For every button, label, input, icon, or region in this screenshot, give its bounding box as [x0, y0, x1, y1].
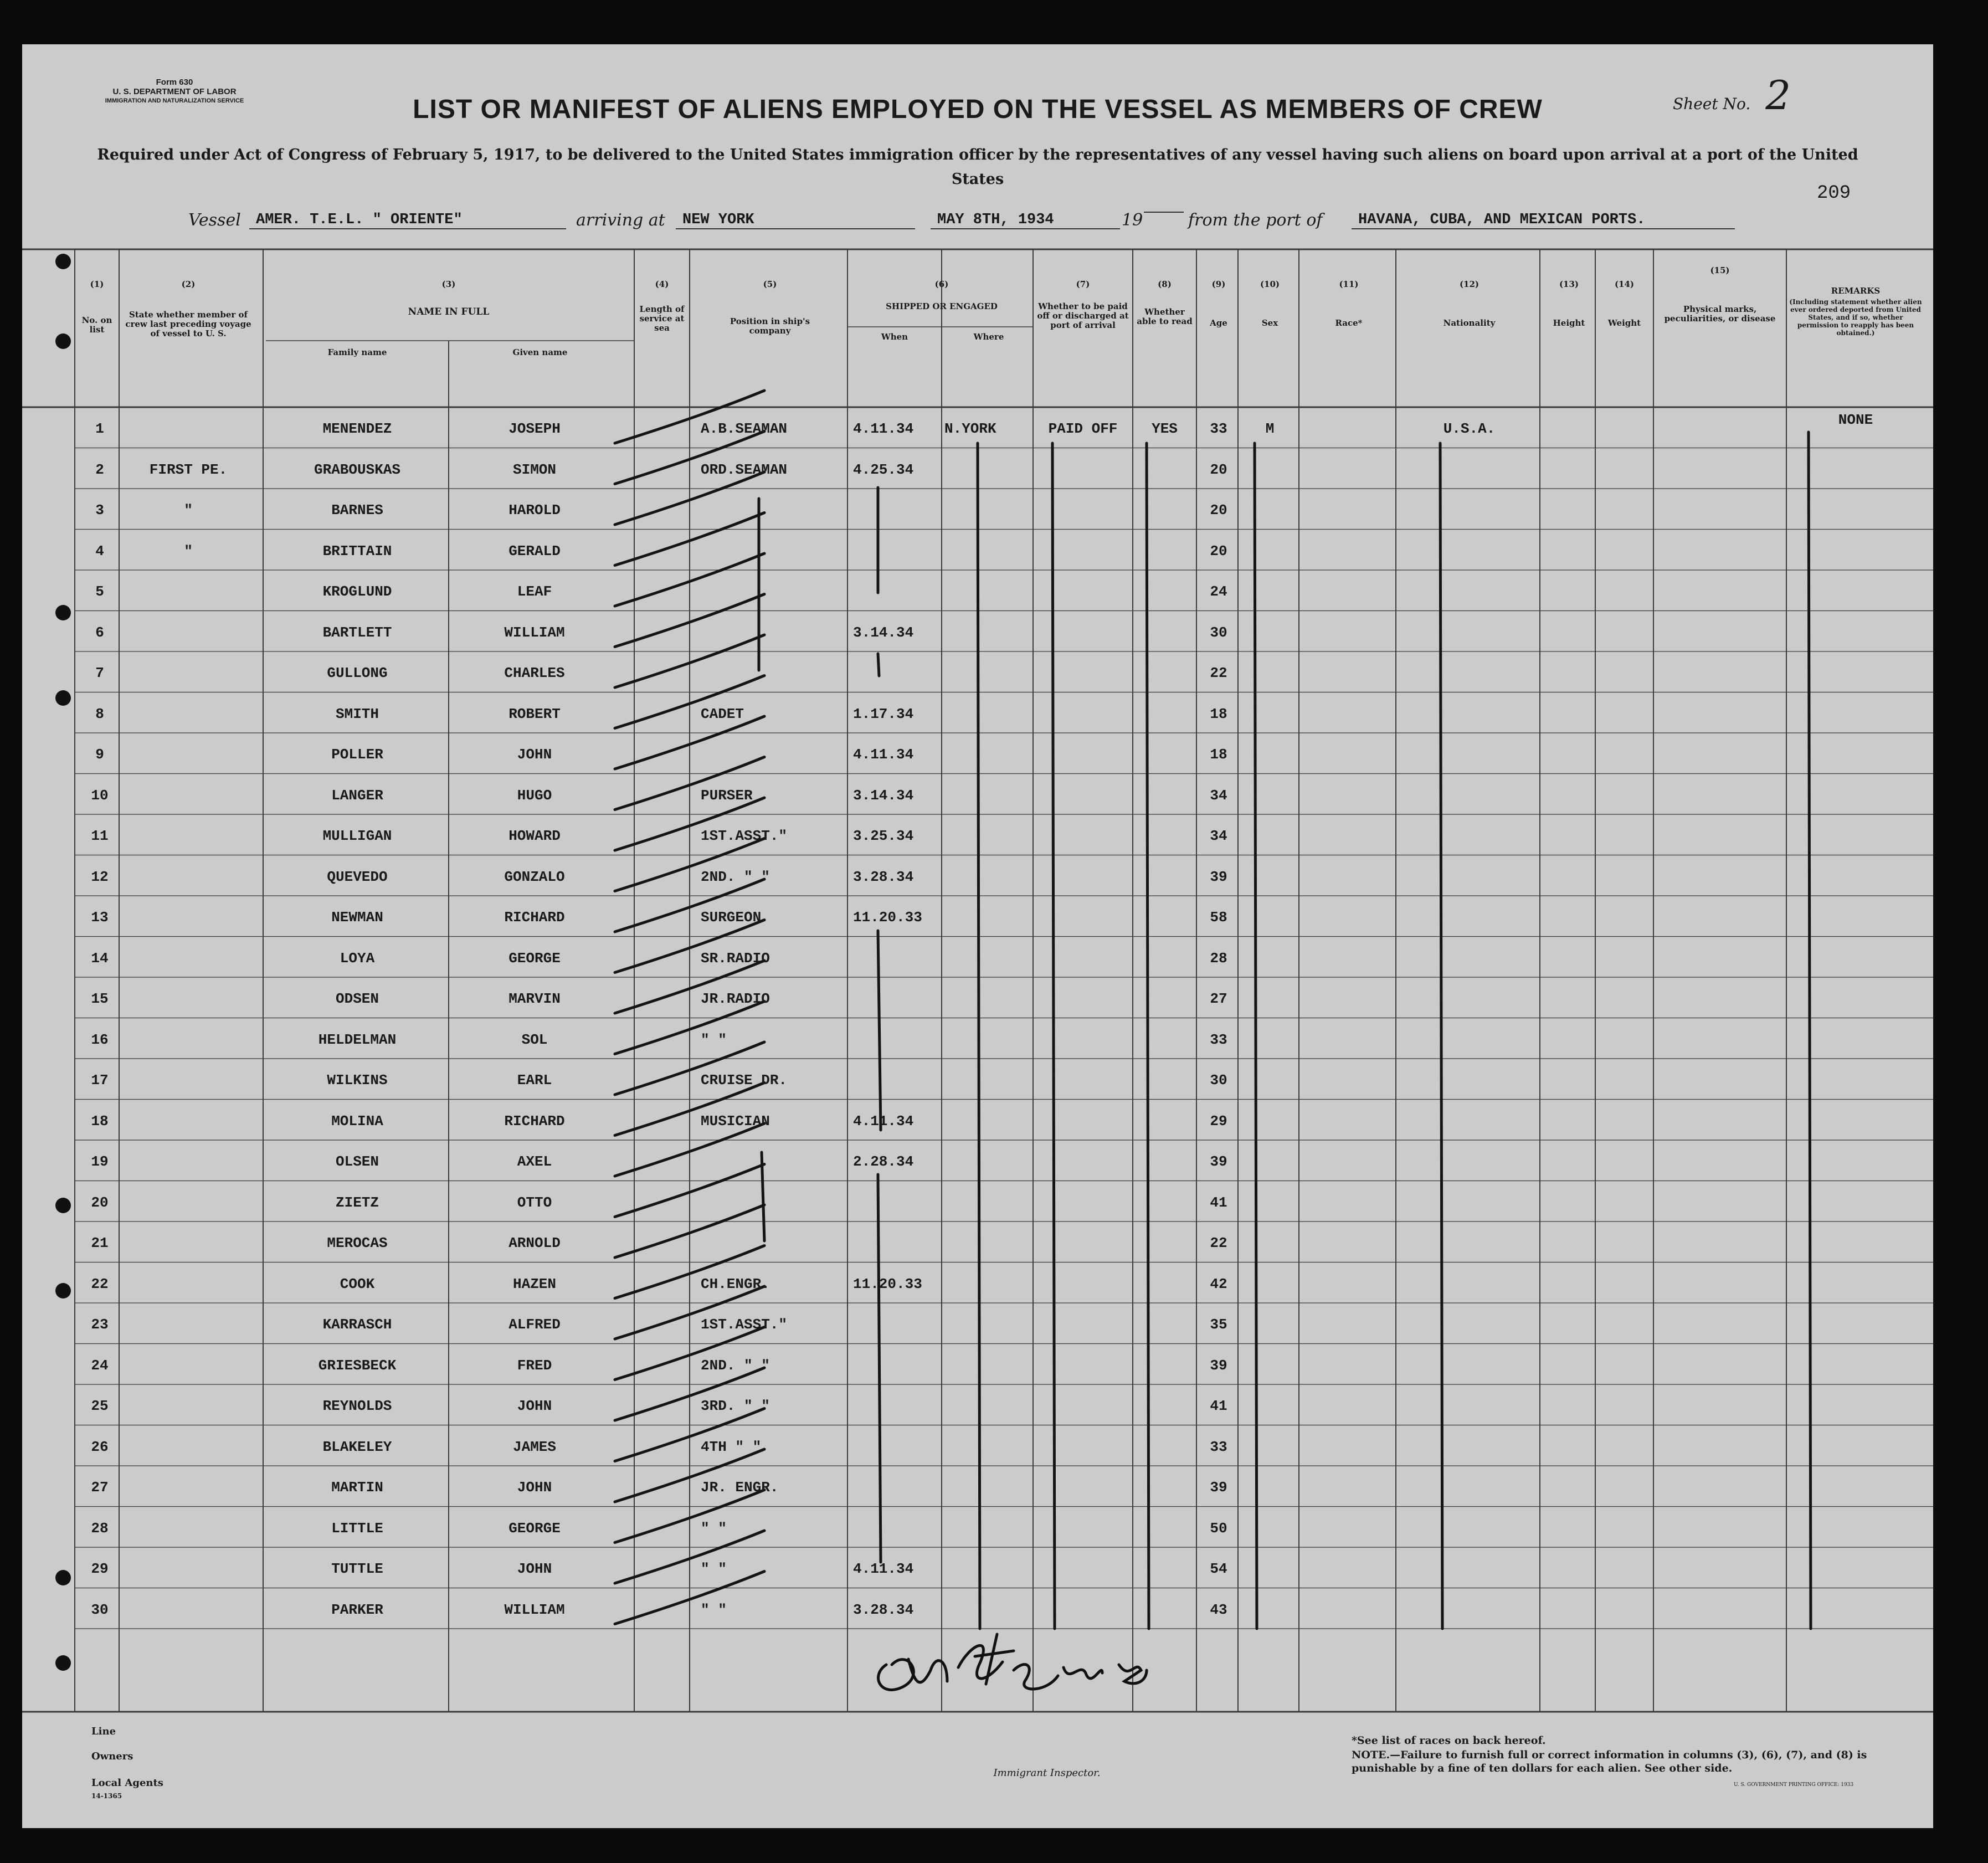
col9-header: Age — [1210, 318, 1227, 328]
given-name: JAMES — [512, 1438, 556, 1455]
family-name: KARRASCH — [322, 1316, 392, 1333]
shipped-when: 11.20.33 — [853, 909, 922, 926]
given-name: ARNOLD — [508, 1235, 561, 1251]
given-name: LEAF — [517, 583, 552, 600]
given-name: HAZEN — [512, 1275, 556, 1292]
row-number: 10 — [91, 787, 109, 804]
shipped-when: 4.11.34 — [853, 1561, 914, 1577]
age: 35 — [1210, 1316, 1227, 1333]
row-number: 27 — [91, 1479, 109, 1496]
position: 4TH " " — [701, 1438, 762, 1455]
age: 33 — [1210, 1031, 1227, 1048]
table-row — [22, 611, 1933, 652]
row-number: 12 — [91, 868, 109, 885]
col3b-header: Given name — [512, 347, 568, 357]
form-number: Form 630 — [156, 78, 193, 87]
arriving-port: NEW YORK — [676, 212, 915, 229]
family-name: MARTIN — [331, 1479, 383, 1496]
age: 20 — [1210, 461, 1227, 478]
family-name: WILKINS — [327, 1072, 388, 1089]
given-name: EARL — [517, 1072, 552, 1089]
service-name: IMMIGRATION AND NATURALIZATION SERVICE — [105, 97, 244, 104]
position: 3RD. " " — [701, 1398, 770, 1414]
col14-number: (14) — [1614, 279, 1635, 289]
col10-number: (10) — [1260, 279, 1280, 289]
age: 39 — [1210, 868, 1227, 885]
age: 33 — [1210, 420, 1227, 437]
family-name: OLSEN — [335, 1153, 379, 1170]
given-name: GERALD — [508, 542, 561, 560]
table-row — [22, 1222, 1933, 1262]
shipped-when: 3.14.34 — [853, 624, 914, 641]
age: 18 — [1210, 705, 1227, 722]
row-number: 1 — [95, 420, 104, 437]
given-name: JOHN — [517, 1479, 552, 1496]
inspector-label: Immigrant Inspector. — [993, 1767, 1101, 1779]
given-name: GONZALO — [504, 868, 565, 885]
age: 34 — [1210, 787, 1227, 804]
row-number: 25 — [91, 1398, 109, 1414]
col8-number: (8) — [1158, 279, 1172, 289]
family-name: LOYA — [340, 950, 375, 967]
family-name: QUEVEDO — [327, 868, 388, 885]
given-name: WILLIAM — [504, 624, 565, 641]
table-row — [22, 570, 1933, 611]
row-number: 15 — [91, 990, 109, 1007]
family-name: COOK — [340, 1275, 375, 1292]
position: ORD.SEAMAN — [701, 461, 788, 478]
col7-number: (7) — [1076, 279, 1090, 289]
table-row — [22, 1059, 1933, 1100]
shipped-where: N.YORK — [944, 420, 996, 437]
age: 39 — [1210, 1357, 1227, 1374]
position: MUSICIAN — [701, 1112, 770, 1130]
family-name: ZIETZ — [335, 1194, 379, 1211]
table-row — [22, 1262, 1933, 1303]
col11-header: Race* — [1335, 318, 1363, 328]
given-name: MARVIN — [508, 990, 561, 1007]
position: " " — [701, 1031, 727, 1048]
col16-header: REMARKS — [1831, 286, 1881, 296]
position: CH.ENGR. — [701, 1275, 770, 1292]
remarks: NONE — [1838, 412, 1873, 428]
table-row — [22, 814, 1933, 855]
given-name: GEORGE — [508, 1520, 561, 1537]
age: 34 — [1210, 828, 1227, 844]
sex: M — [1265, 420, 1275, 437]
table-row — [22, 692, 1933, 733]
family-name: KROGLUND — [322, 583, 392, 600]
document-subtitle: Required under Act of Congress of February 5, 1917, to be delivered to the United States immigration officer by the representatives of any vessel having such aliens on board upon arrival at a port of the United States — [97, 146, 1858, 188]
row-number: 16 — [91, 1031, 109, 1048]
table-row — [22, 1425, 1933, 1466]
table-row — [22, 1588, 1933, 1629]
age: 54 — [1210, 1561, 1227, 1577]
col3a-header: Family name — [327, 347, 387, 357]
row-number: 18 — [91, 1112, 109, 1130]
age: 39 — [1210, 1153, 1227, 1170]
col8-header: Whether able to read — [1137, 307, 1193, 326]
position: CADET — [701, 705, 744, 722]
given-name: JOHN — [517, 1398, 552, 1414]
position: A.B.SEAMAN — [701, 420, 788, 437]
age: 27 — [1210, 990, 1227, 1007]
age: 22 — [1210, 665, 1227, 681]
shipped-when: 11.20.33 — [853, 1275, 922, 1292]
shipped-when: 3.14.34 — [853, 787, 914, 804]
age: 41 — [1210, 1398, 1227, 1414]
row-number: 6 — [95, 624, 104, 641]
table-row — [22, 1303, 1933, 1344]
given-name: GEORGE — [508, 950, 561, 967]
given-name: OTTO — [517, 1194, 552, 1211]
shipped-when: 3.25.34 — [853, 828, 914, 844]
given-name: JOSEPH — [508, 420, 561, 437]
table-row — [22, 407, 1933, 448]
position: " " — [701, 1601, 727, 1618]
col5-number: (5) — [763, 279, 777, 289]
row-number: 21 — [91, 1235, 109, 1251]
row-number: 17 — [91, 1072, 109, 1089]
row-number: 19 — [91, 1153, 109, 1170]
table-row — [22, 733, 1933, 774]
family-name: GULLONG — [327, 665, 388, 681]
given-name: ALFRED — [508, 1316, 561, 1333]
position: 2ND. " " — [701, 1357, 770, 1374]
penalty-note: NOTE.—Failure to furnish full or correct information in columns (3), (6), (7), and (8) is punishable by a fine of ten dollars for each alien. See other side. — [1352, 1749, 1867, 1774]
table-row — [22, 1100, 1933, 1141]
shipped-when: 4.11.34 — [853, 746, 914, 763]
row-number: 14 — [91, 950, 109, 967]
form-code: 14-1365 — [91, 1792, 122, 1800]
race-note: *See list of races on back hereof. — [1352, 1734, 1546, 1747]
table-row — [22, 937, 1933, 978]
col10-header: Sex — [1261, 318, 1278, 328]
table-row — [22, 530, 1933, 571]
col11-number: (11) — [1339, 279, 1359, 289]
line-label: Line — [91, 1726, 116, 1737]
previous-voyage: " — [184, 542, 193, 560]
year-label: 19 — [1122, 211, 1143, 230]
shipped-when: 4.11.34 — [853, 420, 914, 437]
age: 58 — [1210, 909, 1227, 926]
position: CRUISE DR. — [701, 1072, 788, 1089]
vessel-label: Vessel — [188, 211, 241, 230]
table-row — [22, 977, 1933, 1018]
owners-label: Owners — [91, 1751, 133, 1762]
age: 22 — [1210, 1235, 1227, 1251]
row-number: 9 — [95, 746, 104, 763]
family-name: NEWMAN — [331, 909, 383, 926]
position: 2ND. " " — [701, 868, 770, 885]
col12-header: Nationality — [1443, 318, 1496, 328]
family-name: BLAKELEY — [322, 1438, 392, 1455]
row-number: 29 — [91, 1561, 109, 1577]
family-name: TUTTLE — [331, 1561, 383, 1577]
table-row — [22, 1181, 1933, 1222]
table-row — [22, 1344, 1933, 1385]
col16-subheader: (Including statement whether alien ever ordered deported from United States, and if so, whether permission to reapply has been obtained.) — [1789, 298, 1922, 337]
given-name: AXEL — [517, 1153, 552, 1170]
table-row — [22, 489, 1933, 530]
col6a-header: When — [881, 332, 908, 342]
given-name: HAROLD — [508, 502, 561, 519]
col9-number: (9) — [1211, 279, 1226, 289]
row-number: 11 — [91, 828, 109, 844]
age: 50 — [1210, 1520, 1227, 1537]
age: 30 — [1210, 624, 1227, 641]
table-row — [22, 1140, 1933, 1181]
col4-header: Length of service at sea — [639, 304, 685, 333]
age: 33 — [1210, 1438, 1227, 1455]
row-number: 26 — [91, 1438, 109, 1455]
age: 18 — [1210, 746, 1227, 763]
given-name: SIMON — [512, 461, 556, 478]
row-number: 8 — [95, 705, 104, 722]
given-name: FRED — [517, 1357, 552, 1374]
age: 43 — [1210, 1601, 1227, 1618]
position: SURGEON — [701, 909, 762, 926]
row-number: 23 — [91, 1316, 109, 1333]
sheet-number-value: 2 — [1765, 72, 1791, 119]
col6-number: (6) — [934, 279, 949, 289]
family-name: SMITH — [335, 705, 379, 722]
age: 28 — [1210, 950, 1227, 967]
table-row — [22, 774, 1933, 815]
position: SR.RADIO — [701, 950, 770, 967]
row-number: 22 — [91, 1275, 109, 1292]
family-name: MENENDEZ — [322, 420, 392, 437]
row-number: 2 — [95, 461, 104, 478]
table-row — [22, 896, 1933, 937]
given-name: JOHN — [517, 1561, 552, 1577]
port-of-label: from the port of — [1188, 211, 1323, 230]
col7-header: Whether to be paid off or discharged at port of arrival — [1037, 301, 1129, 330]
given-name: RICHARD — [504, 1112, 565, 1130]
family-name: MOLINA — [331, 1112, 383, 1130]
age: 41 — [1210, 1194, 1227, 1211]
shipped-when: 1.17.34 — [853, 705, 914, 722]
position: " " — [701, 1561, 727, 1577]
age: 24 — [1210, 583, 1227, 600]
arrival-date: MAY 8TH, 1934 — [931, 212, 1120, 229]
row-number: 5 — [95, 583, 104, 600]
age: 20 — [1210, 542, 1227, 560]
age: 20 — [1210, 502, 1227, 519]
row-number: 13 — [91, 909, 109, 926]
family-name: MULLIGAN — [322, 828, 392, 844]
row-number: 4 — [95, 542, 104, 560]
departure-ports: HAVANA, CUBA, AND MEXICAN PORTS. — [1352, 212, 1735, 229]
print-office: U. S. GOVERNMENT PRINTING OFFICE: 1933 — [1734, 1782, 1854, 1788]
position: 1ST.ASST." — [701, 828, 788, 844]
age: 42 — [1210, 1275, 1227, 1292]
page-stamp: 209 — [1817, 183, 1851, 204]
shipped-when: 4.11.34 — [853, 1112, 914, 1130]
family-name: ODSEN — [335, 990, 379, 1007]
arriving-label: arriving at — [576, 211, 665, 230]
family-name: REYNOLDS — [322, 1398, 392, 1414]
position: PURSER — [701, 787, 753, 804]
row-number: 24 — [91, 1357, 109, 1374]
col2-header: State whether member of crew last preceding voyage of vessel to U. S. — [125, 310, 251, 338]
col5-header: Position in ship's company — [730, 316, 810, 336]
col6b-header: Where — [973, 332, 1004, 342]
col15-number: (15) — [1710, 265, 1730, 275]
shipped-when: 3.28.34 — [853, 1601, 914, 1618]
shipped-when: 3.28.34 — [853, 868, 914, 885]
given-name: ROBERT — [508, 705, 561, 722]
manifest-sheet — [22, 44, 1933, 1828]
family-name: LITTLE — [331, 1520, 383, 1537]
position: " " — [701, 1520, 727, 1537]
given-name: WILLIAM — [504, 1601, 565, 1618]
position: JR. ENGR. — [701, 1479, 779, 1496]
col13-number: (13) — [1559, 279, 1579, 289]
paid-off: PAID OFF — [1048, 420, 1118, 437]
given-name: JOHN — [517, 746, 552, 763]
row-number: 3 — [95, 502, 104, 519]
table-row — [22, 1547, 1933, 1588]
given-name: HOWARD — [508, 828, 561, 844]
given-name: HUGO — [517, 787, 552, 804]
table-row — [22, 855, 1933, 896]
col15-header: Physical marks, peculiarities, or disease — [1664, 304, 1776, 324]
family-name: POLLER — [331, 746, 383, 763]
position: 1ST.ASST." — [701, 1316, 788, 1333]
family-name: HELDELMAN — [318, 1031, 397, 1048]
age: 30 — [1210, 1072, 1227, 1089]
family-name: BARTLETT — [322, 624, 392, 641]
table-row — [22, 1018, 1933, 1059]
local-agents-label: Local Agents — [91, 1777, 163, 1789]
position: JR.RADIO — [701, 990, 770, 1007]
shipped-when: 2.28.34 — [853, 1153, 914, 1170]
previous-voyage: FIRST PE. — [149, 461, 228, 478]
vessel-name: AMER. T.E.L. " ORIENTE" — [249, 212, 566, 229]
family-name: BARNES — [331, 502, 383, 519]
family-name: BRITTAIN — [322, 542, 392, 560]
row-number: 20 — [91, 1194, 109, 1211]
document-title: LIST OR MANIFEST OF ALIENS EMPLOYED ON THE VESSEL AS MEMBERS OF CREW — [413, 95, 1543, 124]
table-row — [22, 1466, 1933, 1507]
table-row — [22, 1507, 1933, 1548]
col1-header: No. on list — [81, 315, 112, 335]
family-name: GRABOUSKAS — [314, 461, 401, 478]
department-name: U. S. DEPARTMENT OF LABOR — [112, 87, 237, 96]
table-row — [22, 651, 1933, 692]
col3-header: NAME IN FULL — [408, 306, 490, 317]
row-number: 30 — [91, 1601, 109, 1618]
family-name: MEROCAS — [327, 1235, 388, 1251]
age: 39 — [1210, 1479, 1227, 1496]
table-row — [22, 1384, 1933, 1425]
given-name: SOL — [521, 1031, 548, 1048]
shipped-when: 4.25.34 — [853, 461, 914, 478]
nationality: U.S.A. — [1443, 420, 1496, 437]
table-row — [22, 448, 1933, 489]
given-name: RICHARD — [504, 909, 565, 926]
family-name: GRIESBECK — [318, 1357, 397, 1374]
row-number: 7 — [95, 665, 104, 681]
row-number: 28 — [91, 1520, 109, 1537]
col4-number: (4) — [655, 279, 669, 289]
able-to-read: YES — [1152, 420, 1178, 437]
family-name: PARKER — [331, 1601, 383, 1618]
col3-number: (3) — [441, 279, 456, 289]
col14-header: Weight — [1607, 318, 1641, 328]
col1-number: (1) — [90, 279, 104, 289]
col6-header: SHIPPED OR ENGAGED — [886, 301, 998, 311]
col12-number: (12) — [1459, 279, 1480, 289]
col2-number: (2) — [181, 279, 196, 289]
family-name: LANGER — [331, 787, 383, 804]
age: 29 — [1210, 1112, 1227, 1130]
sheet-number-label: Sheet No. — [1673, 95, 1751, 113]
col13-header: Height — [1553, 318, 1585, 328]
given-name: CHARLES — [504, 665, 565, 681]
previous-voyage: " — [184, 502, 193, 519]
